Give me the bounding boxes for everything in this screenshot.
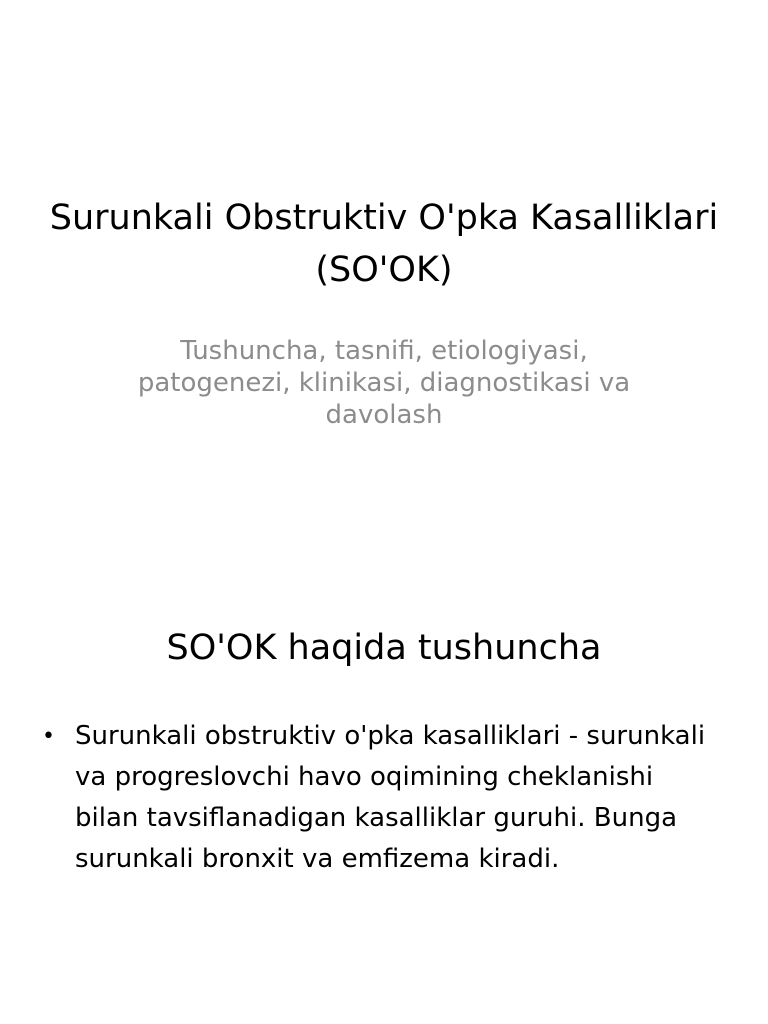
presentation-subtitle: Tushuncha, tasnifi, etiologiyasi, patogenezi, klinikasi, diagnostikasi va davolash [137,336,631,430]
bullet-text: Surunkali obstruktiv o'pka kasalliklari - surunkali va progreslovchi havo oqimining cheklanishi bilan tavsiflanadigan kasalliklar guruhi. Bunga surunkali bronxit va emfizema kiradi. [75,721,706,874]
bullet-list [40,716,710,880]
bullet-item [40,716,710,880]
content-slide [0,512,768,1024]
presentation-title: Surunkali Obstruktiv O'pka Kasalliklari (SO'OK) [49,198,719,290]
slide-title: SO'OK haqida tushuncha [166,628,602,668]
bullet-dot-icon: • [42,724,55,749]
